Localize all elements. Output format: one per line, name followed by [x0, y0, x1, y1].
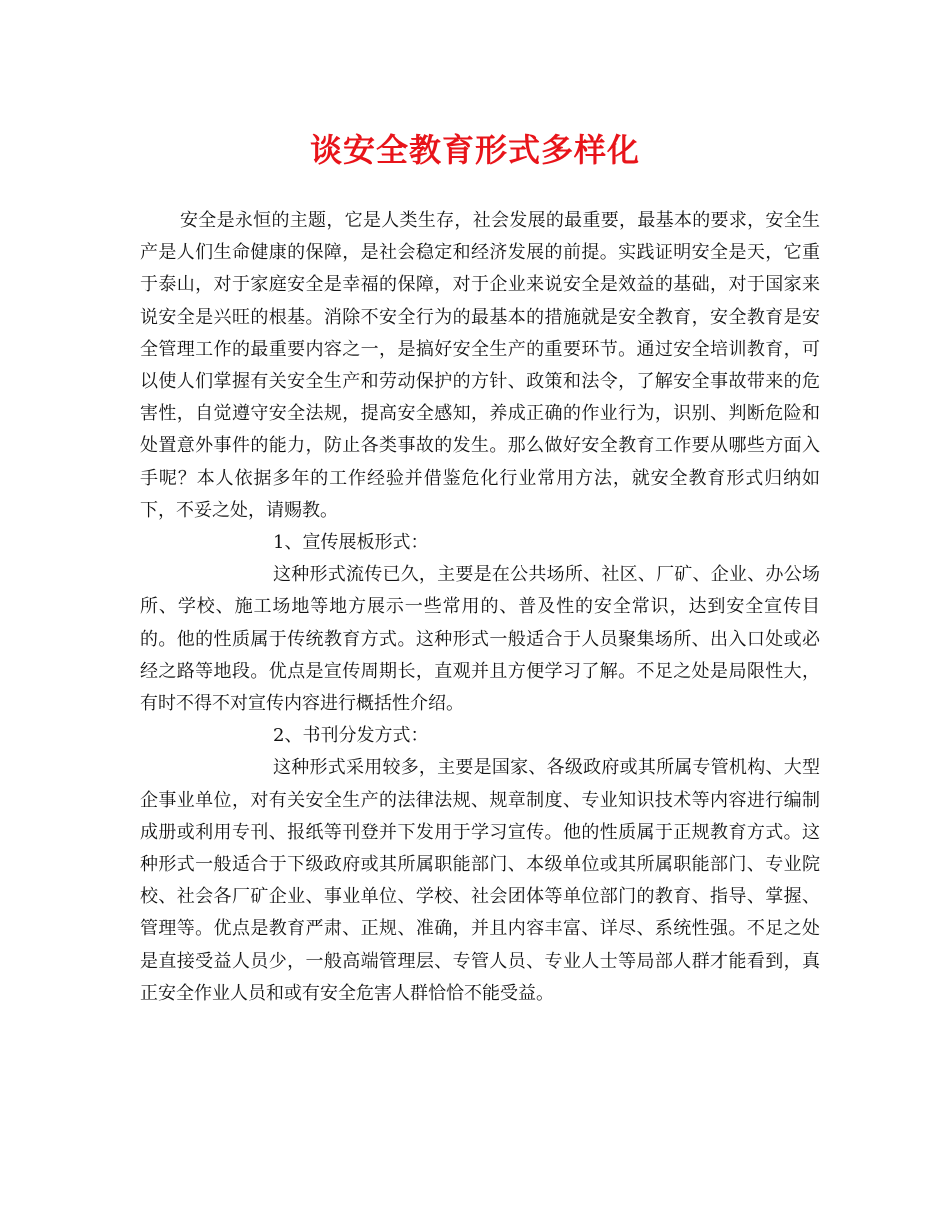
section-2-heading: 2、书刊分发方式：: [273, 725, 429, 747]
intro-paragraph: 安全是永恒的主题，它是人类生存，社会发展的最重要，最基本的要求，安全生产是人们生命健康的保障，是社会稳定和经济发展的前提。实践证明安全是天，它重于泰山，对于家庭安全是幸福的保障，对于企业来说安全是效益的基础，对于国家来说安全是兴旺的根基。消除不安全行为的最基本的措施就是安全教育，安全教育是安全管理工作的最重要内容之一，是搞好安全生产的重要环节。通过安全培训教育，可以使人们掌握有关安全生产和劳动保护的方针、政策和法令，了解安全事故带来的危害性，自觉遵守安全法规，提高安全感知，养成正确的作业行为，识别、判断危险和处置意外事件的能力，防止各类事故的发生。那么做好安全教育工作要从哪些方面入手呢？本人依据多年的工作经验并借鉴危化行业常用方法，就安全教育形式归纳如下，不妥之处，请赐教。: [140, 210, 820, 521]
section-2-paragraph: 这种形式采用较多，主要是国家、各级政府或其所属专管机构、大型企事业单位，对有关安全生产的法律法规、规章制度、专业知识技术等内容进行编制成册或利用专刊、报纸等刊登并下发用于学习宣传。他的性质属于正规教育方式。这种形式一般适合于下级政府或其所属职能部门、本级单位或其所属职能部门、专业院校、社会各厂矿企业、事业单位、学校、社会团体等单位部门的教育、指导、掌握、管理等。优点是教育严肃、正规、准确，并且内容丰富、详尽、系统性强。不足之处是直接受益人员少，一般高端管理层、专管人员、专业人士等局部人群才能看到，真正安全作业人员和或有安全危害人群恰恰不能受益。: [140, 757, 820, 1004]
section-1-paragraph: 这种形式流传已久，主要是在公共场所、社区、厂矿、企业、办公场所、学校、施工场地等地方展示一些常用的、普及性的安全常识，达到安全宣传目的。他的性质属于传统教育方式。这种形式一般适合于人员聚集场所、出入口处或必经之路等地段。优点是宣传周期长，直观并且方便学习了解。不足之处是局限性大，有时不得不对宣传内容进行概括性介绍。: [140, 564, 820, 715]
document-title: 谈安全教育形式多样化: [309, 131, 640, 169]
document-body: [140, 205, 820, 1010]
section-1-heading: 1、宣传展板形式：: [273, 532, 429, 554]
